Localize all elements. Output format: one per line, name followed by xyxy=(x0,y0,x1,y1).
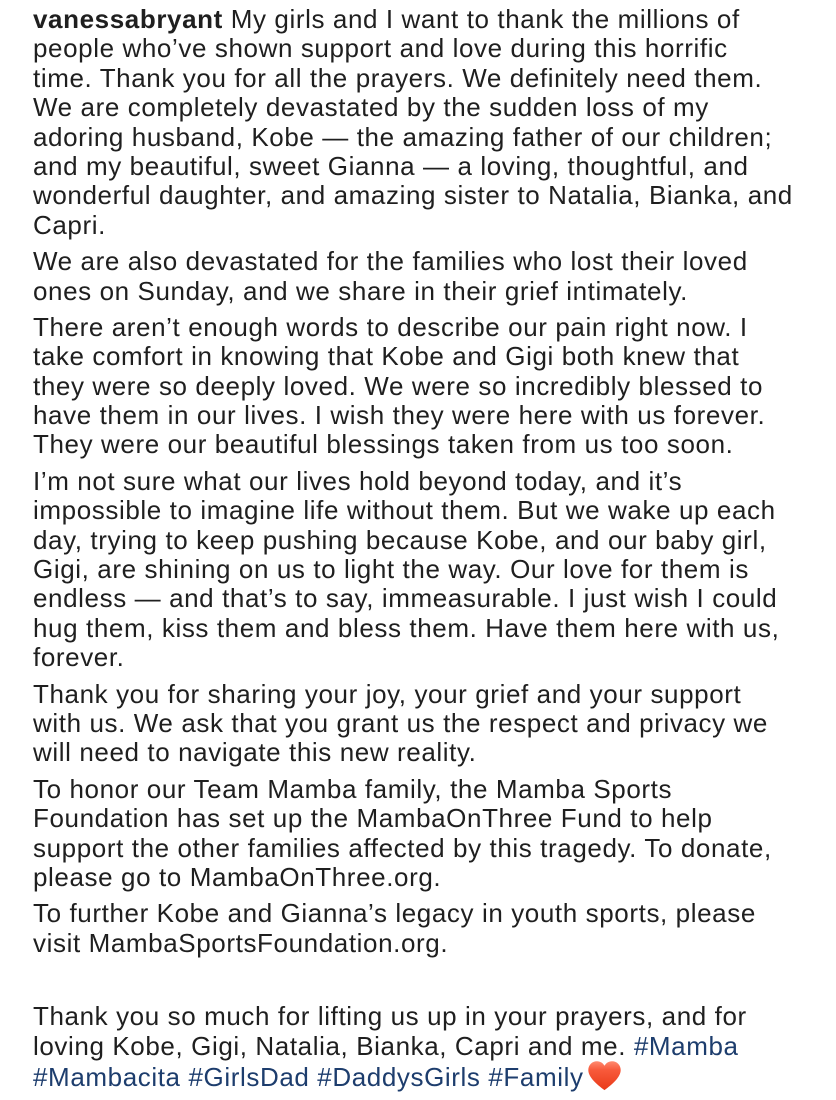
caption-text: and my beautiful, sweet Gianna — a loving, thoughtful, and xyxy=(33,150,749,181)
caption-paragraph xyxy=(33,680,816,768)
caption-text: with us. We ask that you grant us the respect and privacy we xyxy=(33,707,768,738)
caption-paragraph xyxy=(33,313,816,460)
caption-line xyxy=(33,181,816,210)
caption-line xyxy=(33,342,816,371)
hashtag-link[interactable]: #DaddysGirls xyxy=(317,1061,481,1092)
caption-text: will need to navigate this new reality. xyxy=(33,737,477,768)
caption-line xyxy=(33,123,816,152)
caption-line xyxy=(33,211,816,240)
caption-text: To honor our Team Mamba family, the Mamba Sports xyxy=(33,773,673,804)
caption-line xyxy=(33,372,816,401)
caption-line xyxy=(33,64,816,93)
caption-line xyxy=(33,863,816,892)
caption-text: adoring husband, Kobe — the amazing father of our children; xyxy=(33,121,773,152)
hashtag-link[interactable]: #GirlsDad xyxy=(188,1061,310,1092)
caption-text: My girls and I want to thank the millions of xyxy=(222,4,740,34)
caption-line xyxy=(33,680,816,709)
caption-line xyxy=(33,93,816,122)
caption-text: please go to MambaOnThree.org. xyxy=(33,861,442,892)
caption-line xyxy=(33,152,816,181)
caption-line xyxy=(33,34,816,63)
caption-text: They were our beautiful blessings taken from us too soon. xyxy=(33,429,734,460)
caption-line xyxy=(33,526,816,555)
caption-text: Capri. xyxy=(33,209,106,240)
caption-line xyxy=(33,643,816,672)
caption-text: endless — and that’s to say, immeasurable. I just wish I could xyxy=(33,583,778,614)
caption-line xyxy=(33,247,816,276)
caption-line xyxy=(33,467,816,496)
caption-text: loving Kobe, Gigi, Natalia, Bianka, Capri and me. xyxy=(33,1030,634,1061)
caption-line xyxy=(33,929,816,958)
red-heart-emoji xyxy=(588,1061,621,1097)
caption-text: I’m not sure what our lives hold beyond today, and it’s xyxy=(33,465,683,496)
caption-paragraph xyxy=(33,899,816,958)
caption-line xyxy=(33,738,816,767)
caption-text: There aren’t enough words to describe our pain right now. I xyxy=(33,311,748,342)
caption-text: Thank you so much for lifting us up in your prayers, and for xyxy=(33,1001,747,1032)
caption-paragraph xyxy=(33,247,816,306)
caption-paragraph xyxy=(33,5,816,240)
caption-line xyxy=(33,614,816,643)
caption-line xyxy=(33,5,816,34)
caption-line xyxy=(33,496,816,525)
caption-text: Gigi, are shining on us to light the way. Our love for them is xyxy=(33,554,749,585)
caption-text: forever. xyxy=(33,642,125,673)
caption-line xyxy=(33,834,816,863)
caption-line xyxy=(33,430,816,459)
caption-text: hug them, kiss them and bless them. Have them here with us, xyxy=(33,612,780,643)
caption-text: ones on Sunday, and we share in their grief intimately. xyxy=(33,275,688,306)
caption-body xyxy=(33,5,816,1090)
caption-text: take comfort in knowing that Kobe and Gigi both knew that xyxy=(33,341,740,372)
caption-text: impossible to imagine life without them. But we wake up each xyxy=(33,495,776,526)
caption-text: Thank you for sharing your joy, your grief and your support xyxy=(33,678,742,709)
caption-text: time. Thank you for all the prayers. We definitely need them. xyxy=(33,62,763,93)
caption-text: We are also devastated for the families who lost their loved xyxy=(33,246,748,277)
caption-paragraph xyxy=(33,1002,816,1090)
caption-line xyxy=(33,1002,816,1031)
hashtag-link[interactable]: #Family xyxy=(488,1061,584,1092)
caption-line xyxy=(33,277,816,306)
caption-text: We are completely devastated by the sudden loss of my xyxy=(33,92,709,123)
caption-line xyxy=(33,775,816,804)
username-link[interactable]: vanessabryant xyxy=(33,4,223,34)
caption-text: visit MambaSportsFoundation.org. xyxy=(33,927,449,958)
caption-line xyxy=(33,313,816,342)
caption-paragraph xyxy=(33,775,816,893)
caption-line xyxy=(33,709,816,738)
caption-text: To further Kobe and Gianna’s legacy in youth sports, please xyxy=(33,898,756,929)
caption-line xyxy=(33,555,816,584)
caption-line xyxy=(33,899,816,928)
caption-text: Foundation has set up the MambaOnThree Fund to help xyxy=(33,803,713,834)
caption-line xyxy=(33,1032,816,1061)
caption-text: have them in our lives. I wish they were here with us forever. xyxy=(33,400,766,431)
caption-line xyxy=(33,804,816,833)
caption-paragraph xyxy=(33,467,816,673)
caption-line xyxy=(33,401,816,430)
hashtag-link[interactable]: #Mamba xyxy=(633,1030,739,1061)
caption-line xyxy=(33,584,816,613)
hashtag-link[interactable]: #Mambacita xyxy=(33,1061,181,1092)
caption-text: wonderful daughter, and amazing sister to Natalia, Bianka, and xyxy=(33,180,793,211)
caption-text: they were so deeply loved. We were so incredibly blessed to xyxy=(33,370,764,401)
caption-text: people who’ve shown support and love during this horrific xyxy=(33,33,728,64)
caption-text: support the other families affected by this tragedy. To donate, xyxy=(33,832,772,863)
caption-text: day, trying to keep pushing because Kobe, and our baby girl, xyxy=(33,524,767,555)
caption-line xyxy=(33,1061,816,1090)
